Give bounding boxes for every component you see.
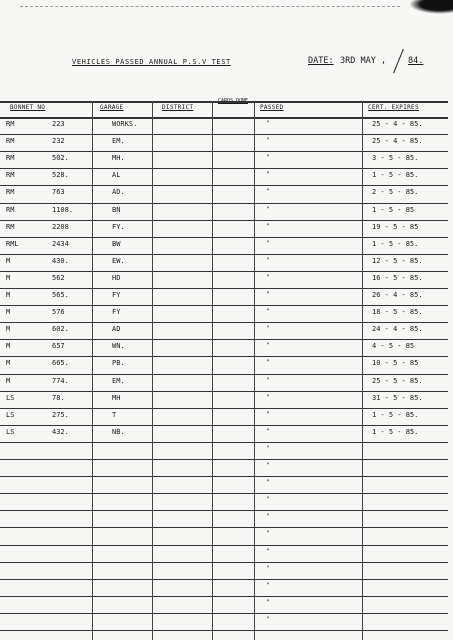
table-rule [0, 101, 448, 103]
header-garage: GARAGE [100, 104, 124, 111]
header-passed: PASSED [260, 104, 284, 111]
passed-ditto: " [266, 376, 270, 384]
bonnet-type: M [6, 308, 11, 317]
table-rule [0, 237, 448, 238]
table-rule [0, 391, 448, 392]
bonnet-type: M [6, 376, 11, 385]
passed-ditto: " [266, 359, 270, 367]
table-rule [0, 545, 448, 546]
bonnet-type: RML [6, 239, 19, 248]
table-rule [0, 254, 448, 255]
bonnet-number: 232 [52, 137, 65, 146]
passed-ditto: " [266, 547, 270, 555]
cert-expiry-date: 1 - 5 - 85. [372, 171, 419, 180]
table-rule [0, 579, 448, 580]
bonnet-type: RM [6, 222, 15, 231]
garage-code: AL [112, 171, 121, 180]
table-rule [0, 305, 448, 306]
cert-expiry-date: 1 - 5 - 85 [372, 205, 415, 214]
garage-code: FY [112, 308, 121, 317]
table-rule [0, 527, 448, 528]
passed-ditto: " [266, 154, 270, 162]
garage-code: T [112, 410, 117, 419]
bonnet-type: M [6, 342, 11, 351]
cert-expiry-date: 1 - 5 - 85. [372, 427, 419, 436]
bonnet-type: M [6, 359, 11, 368]
table-rule [0, 339, 448, 340]
cert-expiry-date: 10 - 5 - 85 [372, 359, 419, 368]
passed-ditto: " [266, 291, 270, 298]
table-column-divider [92, 101, 93, 640]
bonnet-number: 2434 [52, 239, 69, 248]
passed-ditto: " [266, 530, 270, 538]
table-column-divider [254, 101, 255, 640]
bonnet-type: RM [6, 154, 15, 163]
cert-expiry-date: 25 - 4 - 85. [372, 137, 423, 146]
cert-expiry-date: 25 - 4 - 85. [372, 120, 423, 128]
passed-ditto: " [266, 137, 270, 145]
bonnet-number: 763 [52, 188, 65, 197]
date-slash-mark [393, 49, 404, 73]
bonnet-type: LS [6, 427, 15, 436]
bonnet-type: RM [6, 171, 15, 180]
bonnet-type: M [6, 325, 11, 334]
header-district: DISTRICT [162, 104, 194, 111]
document-title: VEHICLES PASSED ANNUAL P.S.V TEST [72, 58, 231, 66]
year-value: 84. [408, 56, 424, 66]
cert-expiry-date: 12 - 5 - 85. [372, 256, 423, 265]
passed-ditto: " [266, 410, 270, 418]
garage-code: FY [112, 291, 121, 299]
passed-ditto: " [266, 427, 270, 435]
table-rule [0, 220, 448, 221]
cert-expiry-date: 19 - 5 - 85 [372, 222, 419, 231]
date-value: 3RD MAY , [340, 56, 387, 66]
table-rule [0, 493, 448, 494]
cert-expiry-date: 4 - 5 - 85 [372, 342, 415, 351]
bonnet-number: 657 [52, 342, 65, 351]
bonnet-type: M [6, 273, 11, 282]
garage-code: BN [112, 205, 121, 214]
header-bonnet-no: BONNET NO [10, 104, 46, 111]
top-edge-marks [20, 6, 400, 9]
garage-code: AD. [112, 188, 125, 197]
passed-ditto: " [266, 564, 270, 572]
cert-expiry-date: 18 - 5 - 85. [372, 308, 423, 317]
garage-code: EM. [112, 376, 125, 385]
bonnet-type: RM [6, 120, 15, 128]
bonnet-number: 275. [52, 410, 69, 419]
bonnet-number: 432. [52, 427, 69, 436]
passed-ditto: " [266, 188, 270, 196]
table-rule [0, 630, 448, 631]
passed-ditto: " [266, 462, 270, 469]
date-label: DATE: [308, 56, 334, 66]
passed-ditto: " [266, 171, 270, 179]
bonnet-type: RM [6, 137, 15, 146]
bonnet-type: RM [6, 188, 15, 197]
garage-code: EM. [112, 137, 125, 146]
table-column-divider [362, 101, 363, 640]
table-rule [0, 408, 448, 409]
cert-expiry-date: 3 - 5 - 85. [372, 154, 419, 163]
bonnet-type: LS [6, 410, 15, 419]
table-column-divider [212, 101, 213, 640]
table-rule [0, 151, 448, 152]
bonnet-number: 78. [52, 393, 65, 402]
bonnet-number: 774. [52, 376, 69, 385]
passed-ditto: " [266, 479, 270, 487]
passed-ditto: " [266, 205, 270, 213]
bonnet-number: 565. [52, 291, 69, 299]
cert-expiry-date: 25 - 5 - 85. [372, 376, 423, 385]
table-rule [0, 271, 448, 272]
table-rule [0, 117, 448, 119]
bonnet-type: RM [6, 205, 15, 214]
cert-expiry-date: 24 - 4 - 85. [372, 325, 423, 334]
table-rule [0, 613, 448, 614]
scan-smudge [409, 0, 453, 14]
table-rule [0, 562, 448, 563]
garage-code: WORKS. [112, 120, 138, 128]
table-rule [0, 203, 448, 204]
passed-ditto: " [266, 444, 270, 452]
passed-ditto: " [266, 120, 270, 127]
garage-code: HD [112, 273, 121, 282]
table-rule [0, 442, 448, 443]
bonnet-type: LS [6, 393, 15, 402]
bonnet-number: 223 [52, 120, 65, 128]
cert-expiry-date: 2 - 5 - 85. [372, 188, 419, 197]
bonnet-number: 665. [52, 359, 69, 368]
passed-ditto: " [266, 496, 270, 504]
header-cert-expires: CERT. EXPIRES [368, 104, 419, 111]
table-rule [0, 322, 448, 323]
garage-code: PB. [112, 359, 125, 368]
passed-ditto: " [266, 256, 270, 264]
bonnet-number: 562 [52, 273, 65, 282]
table-rule [0, 288, 448, 289]
table-rule [0, 476, 448, 477]
garage-code: NB. [112, 427, 125, 436]
garage-code: EW. [112, 256, 125, 265]
table-rule [0, 356, 448, 357]
bonnet-type: M [6, 291, 11, 299]
table-rule [0, 168, 448, 169]
passed-ditto: " [266, 325, 270, 333]
passed-ditto: " [266, 393, 270, 401]
garage-code: BW [112, 239, 121, 248]
passed-ditto: " [266, 513, 270, 521]
table-rule [0, 134, 448, 135]
table-rule [0, 510, 448, 511]
passed-ditto: " [266, 581, 270, 589]
passed-ditto: " [266, 615, 270, 623]
cert-expiry-date: 1 - 5 - 85. [372, 239, 419, 248]
bonnet-number: 602. [52, 325, 69, 334]
cert-expiry-date: 26 - 4 - 85. [372, 291, 423, 299]
cert-expiry-date: 16 - 5 - 85. [372, 273, 423, 282]
table-rule [0, 374, 448, 375]
garage-code: WN. [112, 342, 125, 351]
table-rule [0, 185, 448, 186]
garage-code: AD [112, 325, 121, 334]
cert-expiry-date: 31 - 5 - 85. [372, 393, 423, 402]
passed-ditto: " [266, 342, 270, 350]
passed-ditto: " [266, 222, 270, 230]
table-column-divider [152, 101, 153, 640]
bonnet-number: 430. [52, 256, 69, 265]
table-rule [0, 459, 448, 460]
table-rule [0, 425, 448, 426]
bonnet-number: 528. [52, 171, 69, 180]
bonnet-number: 2208 [52, 222, 69, 231]
bonnet-type: M [6, 256, 11, 265]
bonnet-number: 1108. [52, 205, 74, 214]
cert-expiry-date: 1 - 5 - 85. [372, 410, 419, 419]
garage-code: MH. [112, 154, 125, 163]
table-rule [0, 596, 448, 597]
passed-ditto: " [266, 308, 270, 316]
garage-code: MH [112, 393, 121, 402]
bonnet-number: 576 [52, 308, 65, 317]
bonnet-number: 502. [52, 154, 69, 163]
passed-ditto: " [266, 239, 270, 247]
passed-ditto: " [266, 598, 270, 606]
passed-ditto: " [266, 273, 270, 281]
garage-code: FY. [112, 222, 125, 231]
